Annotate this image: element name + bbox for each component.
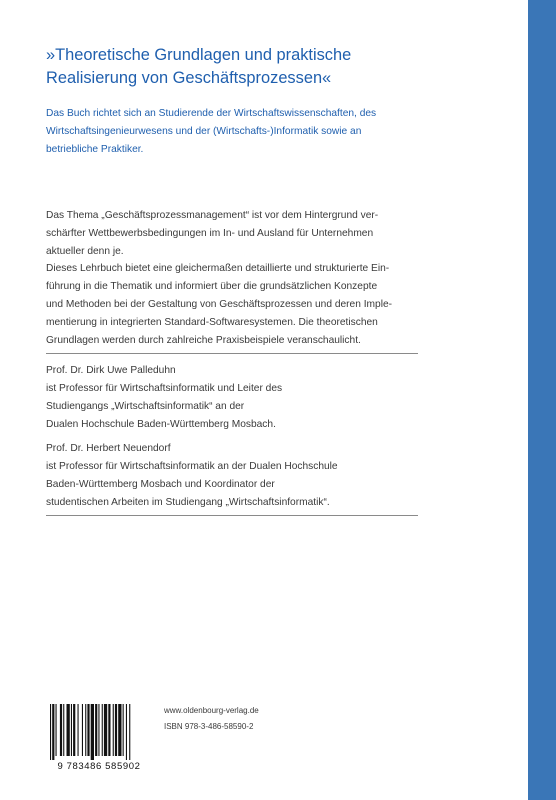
divider-bottom bbox=[46, 515, 418, 516]
barcode-bar bbox=[113, 704, 114, 756]
intro-line: betriebliche Praktiker. bbox=[46, 144, 144, 155]
publisher-info bbox=[164, 703, 259, 735]
target-audience-text bbox=[46, 105, 496, 159]
headline bbox=[46, 44, 476, 90]
barcode-bar bbox=[108, 704, 110, 756]
barcode-bar bbox=[60, 704, 62, 756]
isbn-number: ISBN 978-3-486-58590-2 bbox=[164, 722, 254, 731]
barcode-bar bbox=[50, 704, 51, 760]
barcode-digits: 9 783486 585902 bbox=[57, 761, 141, 772]
barcode-bar bbox=[91, 704, 94, 760]
barcode-bar bbox=[52, 704, 54, 760]
barcode-bar bbox=[71, 704, 72, 756]
intro-line: Wirtschaftsingenieurwesens und der (Wirtschafts-)Informatik sowie an bbox=[46, 126, 362, 137]
author-bio-palleduhn bbox=[46, 362, 496, 434]
barcode-bar bbox=[98, 704, 99, 756]
author-bio-line: Prof. Dr. Dirk Uwe Palleduhn bbox=[46, 365, 176, 376]
barcode-bar bbox=[63, 704, 64, 756]
barcode-bar bbox=[87, 704, 89, 756]
barcode-bar bbox=[78, 704, 79, 756]
description-line: aktueller denn je. bbox=[46, 245, 124, 257]
isbn-barcode bbox=[44, 702, 154, 774]
barcode-bar bbox=[82, 704, 83, 756]
author-bio-line: studentischen Arbeiten im Studiengang „Wirtschaftsinformatik“. bbox=[46, 497, 330, 508]
description-line: Grundlagen werden durch zahlreiche Praxisbeispiele veranschaulicht. bbox=[46, 334, 361, 346]
description-line: Das Thema „Geschäftsprozessmanagement“ ist vor dem Hintergrund ver- bbox=[46, 210, 379, 221]
author-bio-line: ist Professor für Wirtschaftsinformatik und Leiter des bbox=[46, 383, 283, 394]
description-line: mentierung in integrierten Standard-Softwaresystemen. Die theoretischen bbox=[46, 316, 378, 328]
barcode-bar bbox=[126, 704, 127, 760]
author-bio-line: ist Professor für Wirtschaftsinformatik an der Dualen Hochschule bbox=[46, 461, 338, 472]
description-line: und Methoden bei der Gestaltung von Geschäftsprozessen und deren Imple- bbox=[46, 298, 393, 310]
barcode-bar bbox=[123, 704, 124, 756]
barcode-bar bbox=[129, 704, 130, 760]
description-line: Dieses Lehrbuch bietet eine gleichermaßen detaillierte und strukturierte Ein- bbox=[46, 263, 390, 275]
barcode-bar bbox=[67, 704, 70, 756]
barcode-bar bbox=[85, 704, 86, 756]
description-line: schärfter Wettbewerbsbedingungen im In- und Ausland für Unternehmen bbox=[46, 227, 374, 239]
author-bio-neuendorf bbox=[46, 440, 496, 512]
barcode-bar bbox=[118, 704, 121, 756]
barcode-bar bbox=[56, 704, 57, 756]
author-bio-line: Baden-Württemberg Mosbach und Koordinator der bbox=[46, 479, 275, 490]
intro-line: Das Buch richtet sich an Studierende der Wirtschaftswissenschaften, des bbox=[46, 108, 377, 119]
barcode-bar bbox=[104, 704, 107, 756]
headline-line-2: Realisierung von Geschäftsprozessen« bbox=[46, 69, 332, 87]
headline-line-1: »Theoretische Grundlagen und praktische bbox=[46, 46, 352, 64]
cover-edge-stripe bbox=[528, 0, 556, 800]
author-bio-line: Studiengangs „Wirtschaftsinformatik“ an der bbox=[46, 401, 245, 412]
barcode-bar bbox=[115, 704, 117, 756]
book-description bbox=[46, 207, 496, 349]
author-bio-line: Dualen Hochschule Baden-Württemberg Mosbach. bbox=[46, 419, 276, 430]
barcode-bar bbox=[102, 704, 103, 756]
author-bio-line: Prof. Dr. Herbert Neuendorf bbox=[46, 443, 171, 454]
barcode-bar bbox=[73, 704, 75, 756]
barcode-bar bbox=[95, 704, 97, 756]
description-line: führung in die Thematik und informiert über die grundsätzlichen Konzepte bbox=[46, 281, 378, 293]
barcode-bars bbox=[44, 702, 154, 762]
divider-top bbox=[46, 353, 418, 354]
publisher-website: www.oldenbourg-verlag.de bbox=[164, 706, 259, 715]
